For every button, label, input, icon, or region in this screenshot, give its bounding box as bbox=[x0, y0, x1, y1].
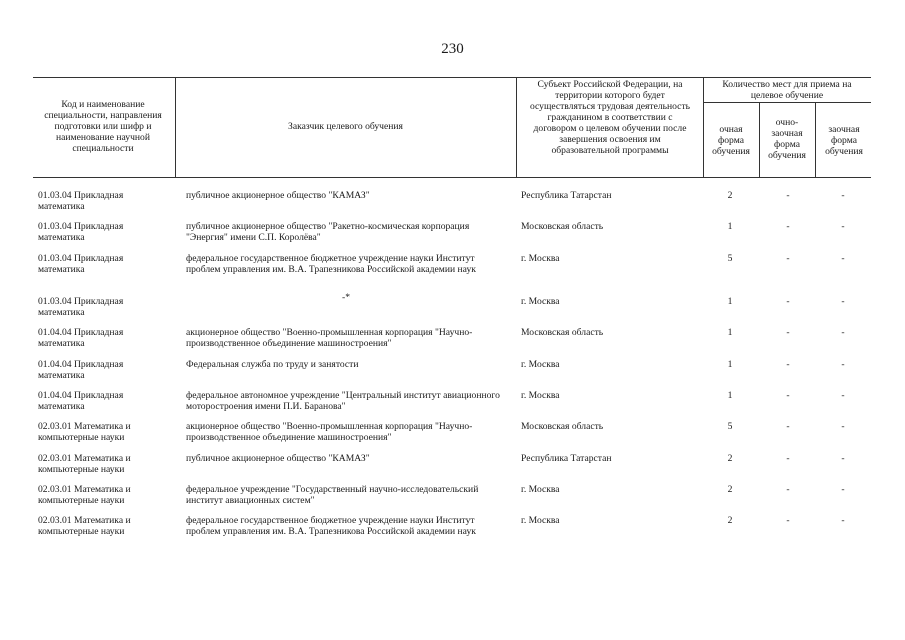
header-customer: Заказчик целевого обучения bbox=[288, 121, 403, 132]
row-customer: -* bbox=[342, 292, 350, 303]
header-divider-1 bbox=[175, 77, 176, 177]
row-customer: публичное акционерное общество "КАМАЗ" bbox=[186, 190, 370, 201]
row-customer: публичное акционерное общество "Ракетно-космическая корпорация "Энергия" имени С.П. Королёва" bbox=[186, 221, 470, 243]
row-full-time: 1 bbox=[727, 390, 733, 401]
header-code: Код и наименование специальности, направления подготовки или шифр и наименование научной специальности bbox=[44, 99, 162, 154]
row-distance: - bbox=[841, 296, 845, 307]
row-region: Республика Татарстан bbox=[521, 190, 612, 201]
header-bottom-rule bbox=[33, 177, 871, 178]
row-customer: федеральное государственное бюджетное учреждение науки Институт проблем управления им. В.А. Трапезникова Российской академии наук bbox=[186, 515, 476, 537]
header-divider-3 bbox=[703, 77, 704, 177]
header-part-time: очно-заочная форма обучения bbox=[768, 117, 806, 161]
row-code: 01.03.04 Прикладная математика bbox=[38, 221, 124, 243]
row-customer: федеральное учреждение "Государственный научно-исследовательский институт авиационных систем" bbox=[186, 484, 479, 506]
row-region: Московская область bbox=[521, 421, 604, 432]
row-region: Московская область bbox=[521, 327, 604, 338]
page-number: 230 bbox=[441, 41, 464, 57]
row-region: Московская область bbox=[521, 221, 604, 232]
header-full-time: очная форма обучения bbox=[712, 124, 750, 157]
row-part-time: - bbox=[786, 296, 790, 307]
header-distance: заочная форма обучения bbox=[825, 124, 863, 157]
row-code: 01.03.04 Прикладная математика bbox=[38, 296, 124, 318]
row-customer: публичное акционерное общество "КАМАЗ" bbox=[186, 453, 370, 464]
row-region: г. Москва bbox=[521, 296, 560, 307]
row-full-time: 2 bbox=[727, 484, 733, 495]
row-code: 01.04.04 Прикладная математика bbox=[38, 327, 124, 349]
row-full-time: 1 bbox=[727, 296, 733, 307]
row-code: 01.03.04 Прикладная математика bbox=[38, 253, 124, 275]
row-distance: - bbox=[841, 327, 845, 338]
row-full-time: 1 bbox=[727, 327, 733, 338]
row-customer: акционерное общество "Военно-промышленная корпорация "Научно-производственное объединение машиностроения" bbox=[186, 327, 473, 349]
row-part-time: - bbox=[786, 421, 790, 432]
row-distance: - bbox=[841, 390, 845, 401]
row-code: 02.03.01 Математика и компьютерные науки bbox=[38, 421, 131, 443]
row-distance: - bbox=[841, 359, 845, 370]
row-part-time: - bbox=[786, 253, 790, 264]
row-code: 01.04.04 Прикладная математика bbox=[38, 390, 124, 412]
header-divider-2 bbox=[516, 77, 517, 177]
header-places-rule bbox=[703, 102, 871, 103]
row-part-time: - bbox=[786, 453, 790, 464]
row-customer: акционерное общество "Военно-промышленная корпорация "Научно-производственное объединение машиностроения" bbox=[186, 421, 473, 443]
row-code: 02.03.01 Математика и компьютерные науки bbox=[38, 515, 131, 537]
row-full-time: 5 bbox=[727, 253, 733, 264]
row-full-time: 2 bbox=[727, 190, 733, 201]
row-distance: - bbox=[841, 453, 845, 464]
header-places: Количество мест для приема на целевое обучение bbox=[722, 79, 852, 101]
row-part-time: - bbox=[786, 359, 790, 370]
row-region: Республика Татарстан bbox=[521, 453, 612, 464]
row-code: 02.03.01 Математика и компьютерные науки bbox=[38, 484, 131, 506]
row-region: г. Москва bbox=[521, 253, 560, 264]
header-region: Субъект Российской Федерации, на территории которого будет осуществляться трудовая деятельность гражданином в соответствии с договором о целевом обучении после завершения освоения им образовательной программы bbox=[529, 79, 691, 156]
row-region: г. Москва bbox=[521, 484, 560, 495]
row-distance: - bbox=[841, 421, 845, 432]
row-customer: федеральное государственное бюджетное учреждение науки Институт проблем управления им. В.А. Трапезникова Российской академии наук bbox=[186, 253, 476, 275]
row-region: г. Москва bbox=[521, 515, 560, 526]
row-distance: - bbox=[841, 221, 845, 232]
header-top-rule bbox=[33, 77, 871, 78]
row-code: 01.03.04 Прикладная математика bbox=[38, 190, 124, 212]
row-customer: федеральное автономное учреждение "Центральный институт авиационного моторостроения имени П.И. Баранова" bbox=[186, 390, 500, 412]
row-full-time: 2 bbox=[727, 453, 733, 464]
row-distance: - bbox=[841, 253, 845, 264]
row-region: г. Москва bbox=[521, 359, 560, 370]
header-divider-4 bbox=[759, 102, 760, 177]
row-part-time: - bbox=[786, 327, 790, 338]
row-region: г. Москва bbox=[521, 390, 560, 401]
row-full-time: 1 bbox=[727, 359, 733, 370]
row-distance: - bbox=[841, 484, 845, 495]
header-divider-5 bbox=[815, 102, 816, 177]
row-part-time: - bbox=[786, 221, 790, 232]
row-distance: - bbox=[841, 190, 845, 201]
row-part-time: - bbox=[786, 484, 790, 495]
row-part-time: - bbox=[786, 390, 790, 401]
row-distance: - bbox=[841, 515, 845, 526]
row-part-time: - bbox=[786, 515, 790, 526]
row-full-time: 2 bbox=[727, 515, 733, 526]
row-code: 01.04.04 Прикладная математика bbox=[38, 359, 124, 381]
row-part-time: - bbox=[786, 190, 790, 201]
row-full-time: 1 bbox=[727, 221, 733, 232]
row-full-time: 5 bbox=[727, 421, 733, 432]
row-customer: Федеральная служба по труду и занятости bbox=[186, 359, 359, 370]
row-code: 02.03.01 Математика и компьютерные науки bbox=[38, 453, 131, 475]
